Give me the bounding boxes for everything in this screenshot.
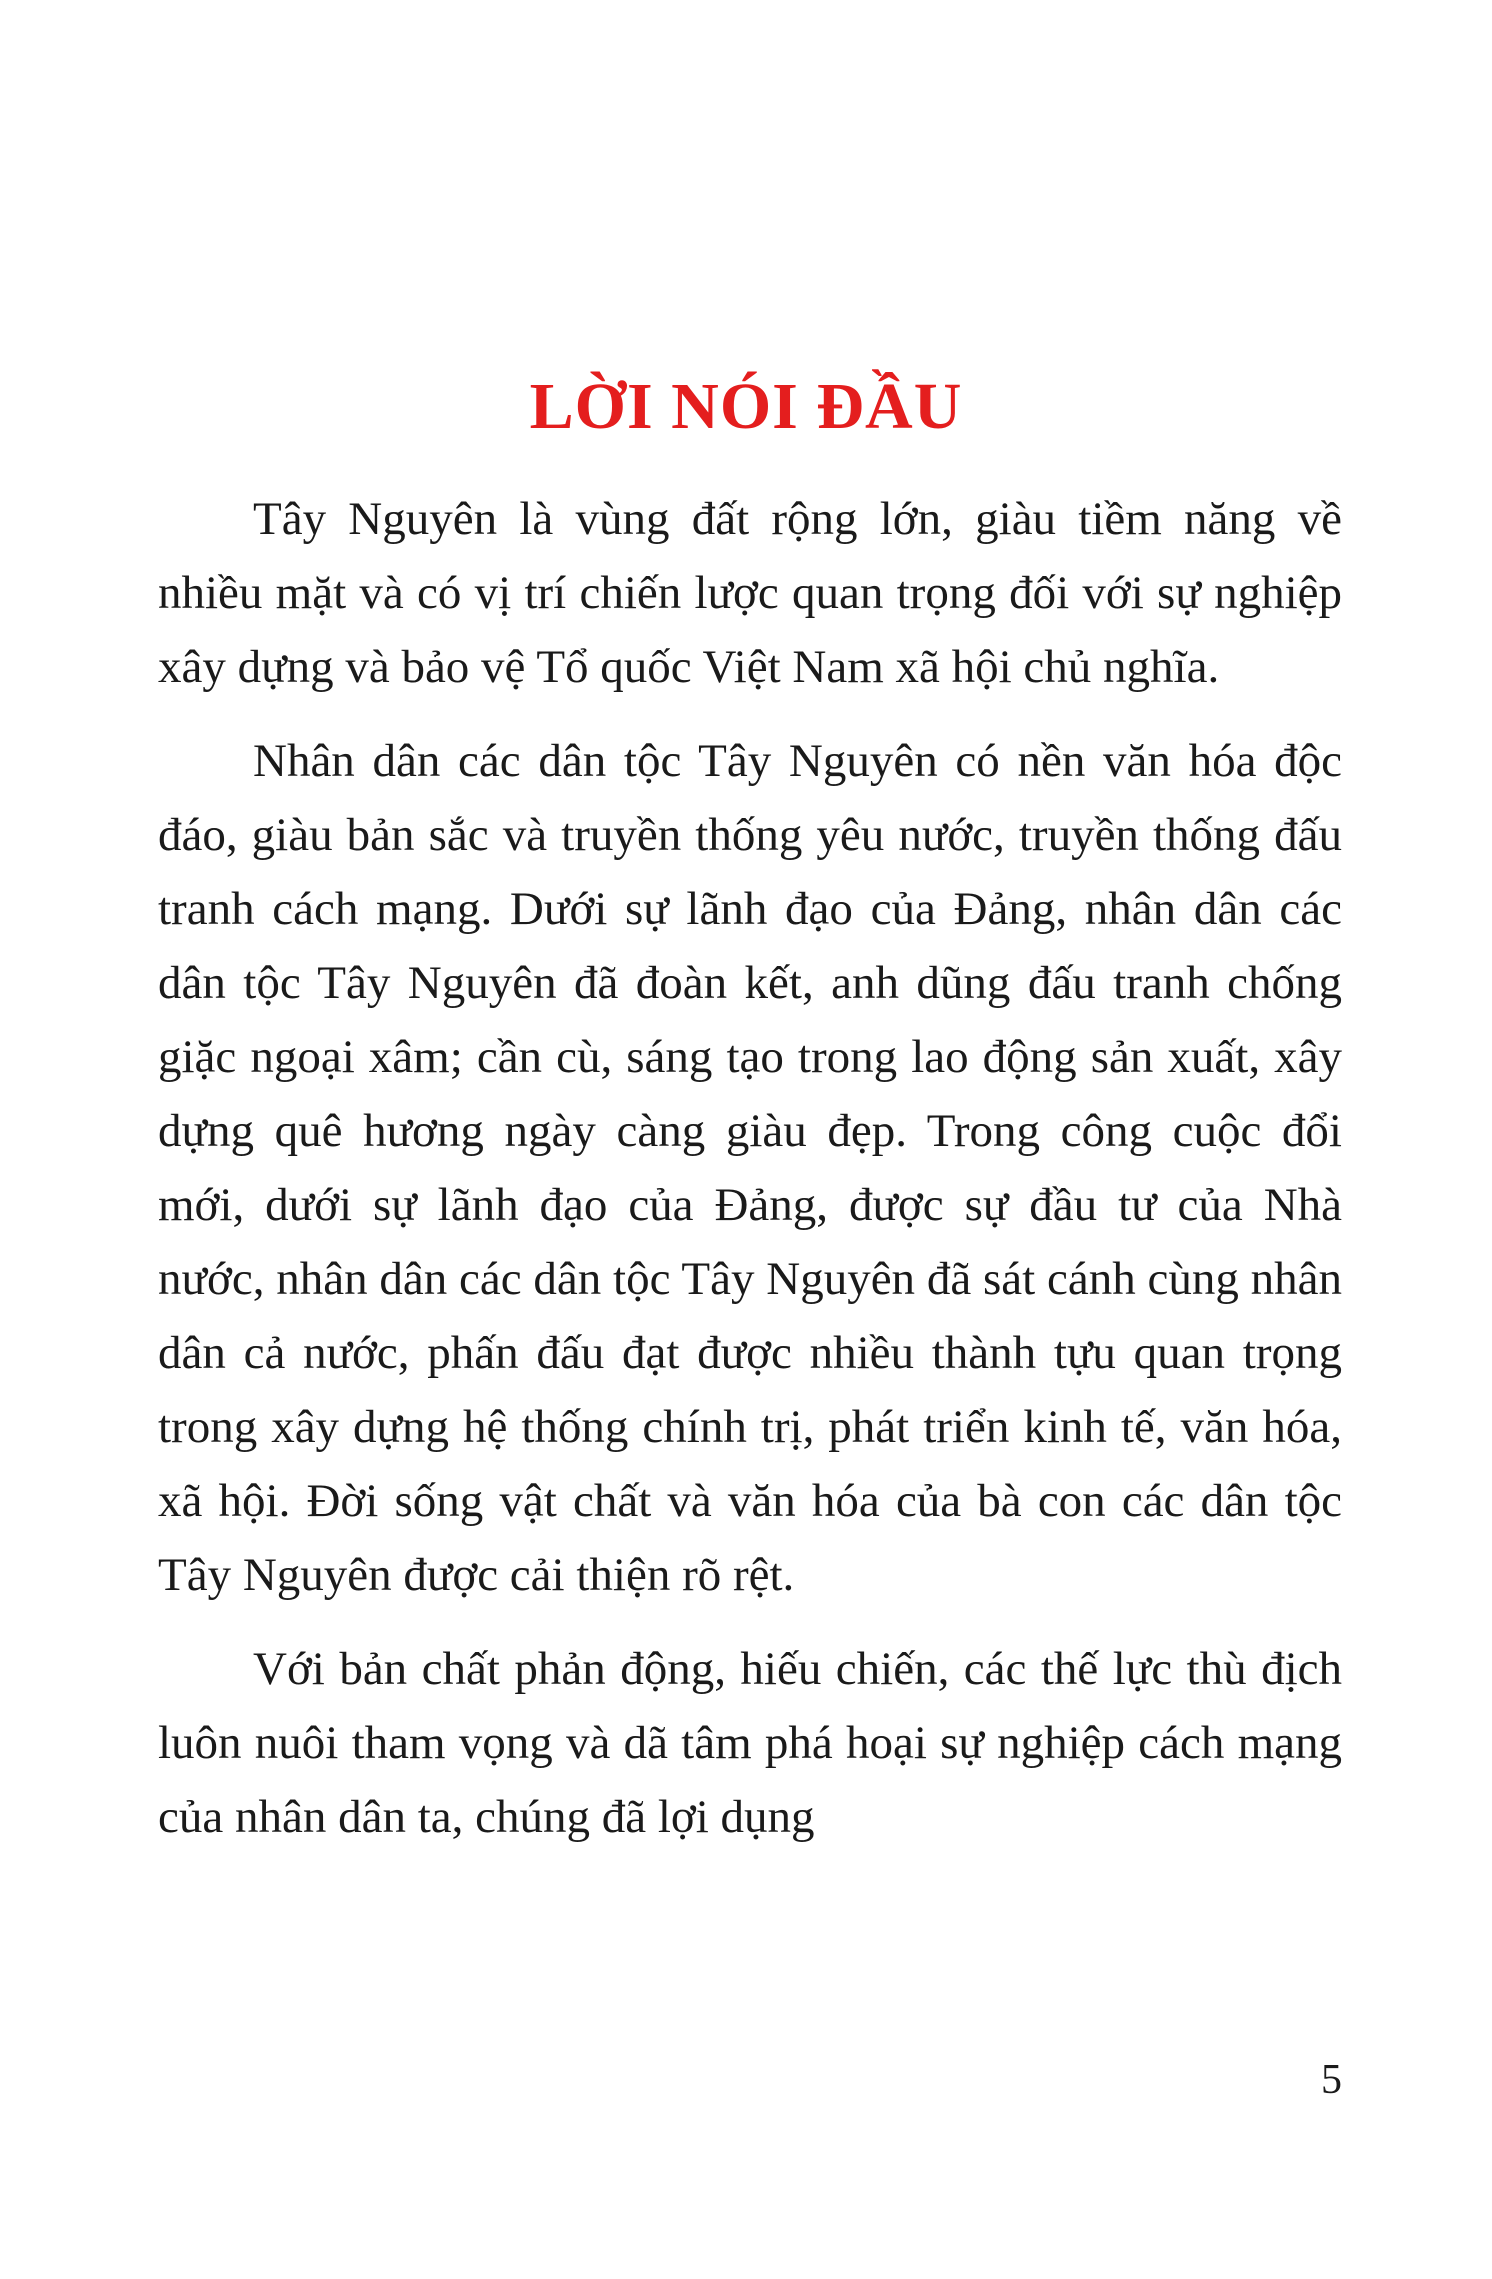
paragraph-2: Nhân dân các dân tộc Tây Nguyên có nền văn hóa độc đáo, giàu bản sắc và truyền thống yêu nước, truyền thống đấu tranh cách mạng. Dưới sự lãnh đạo của Đảng, nhân dân các dân tộc Tây Nguyên đã đoàn kết, anh dũng đấu tranh chống giặc ngoại xâm; cần cù, sáng tạo trong lao động sản xuất, xây dựng quê hương ngày càng giàu đẹp. Trong công cuộc đổi mới, dưới sự lãnh đạo của Đảng, được sự đầu tư của Nhà nước, nhân dân các dân tộc Tây Nguyên đã sát cánh cùng nhân dân cả nước, phấn đấu đạt được nhiều thành tựu quan trọng trong xây dựng hệ thống chính trị, phát triển kinh tế, văn hóa, xã hội. Đời sống vật chất và văn hóa của bà con các dân tộc Tây Nguyên được cải thiện rõ rệt. (158, 735, 1342, 1601)
paragraph-1: Tây Nguyên là vùng đất rộng lớn, giàu tiềm năng về nhiều mặt và có vị trí chiến lược quan trọng đối với sự nghiệp xây dựng và bảo vệ Tổ quốc Việt Nam xã hội chủ nghĩa. (158, 493, 1342, 693)
page-number: 5 (1321, 2057, 1342, 2103)
body-text (158, 482, 1342, 1854)
paragraph-3: Với bản chất phản động, hiếu chiến, các thế lực thù địch luôn nuôi tham vọng và dã tâm phá hoại sự nghiệp cách mạng của nhân dân ta, chúng đã lợi dụng (158, 1643, 1342, 1843)
page-heading: LỜI NÓI ĐẦU (529, 370, 963, 444)
